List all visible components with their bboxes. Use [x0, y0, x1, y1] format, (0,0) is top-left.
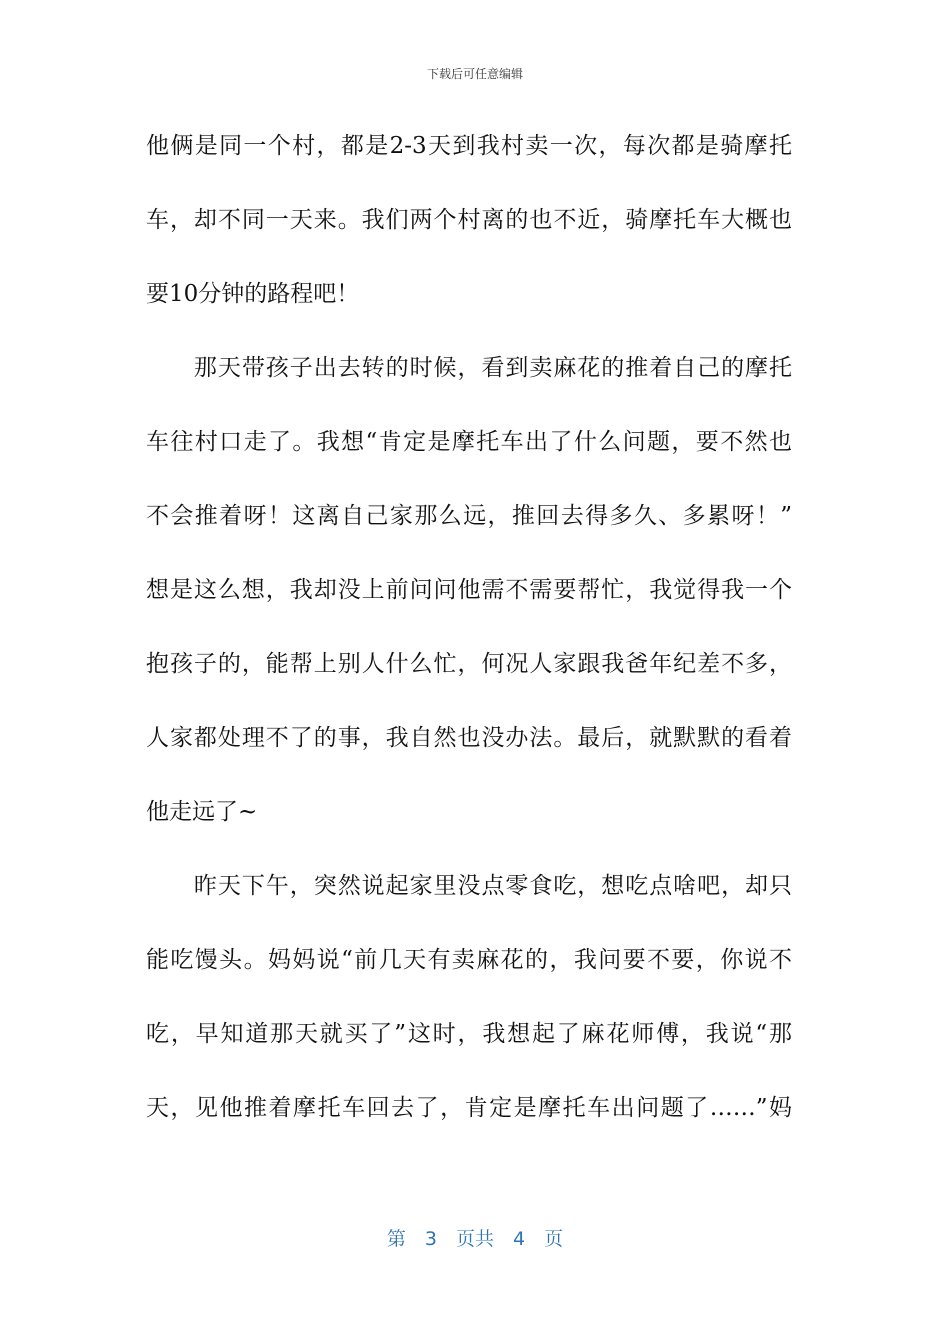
document-body	[146, 118, 792, 1154]
text-line: 不会推着呀！这离自己家那么远，推回去得多久、多累呀！”	[146, 503, 792, 529]
text-line: 想是这么想，我却没上前问问他需不需要帮忙，我觉得我一个	[146, 577, 792, 603]
paragraph-2	[146, 340, 792, 858]
text-line: 他走远了~	[146, 799, 258, 825]
paragraph-1	[146, 118, 792, 340]
text-line: 车往村口走了。我想“肯定是摩托车出了什么问题，要不然也	[146, 429, 792, 455]
text-line: 他俩是同一个村，都是2-3天到我村卖一次，每次都是骑摩托	[146, 133, 792, 159]
paragraph-3	[146, 858, 792, 1154]
page-number-text: 第 3 页共 4 页	[386, 1228, 564, 1250]
text-line: 抱孩子的，能帮上别人什么忙，何况人家跟我爸年纪差不多，	[146, 651, 792, 677]
page-header: 下载后可任意编辑	[426, 67, 523, 81]
text-line: 车，却不同一天来。我们两个村离的也不近，骑摩托车大概也	[146, 207, 792, 233]
text-line: 吃，早知道那天就买了”这时，我想起了麻花师傅，我说“那	[146, 1021, 792, 1047]
text-line: 要10分钟的路程吧！	[146, 281, 360, 307]
text-line: 人家都处理不了的事，我自然也没办法。最后，就默默的看着	[146, 725, 792, 751]
page-number-footer	[0, 1226, 950, 1252]
text-line: 能吃馒头。妈妈说“前几天有卖麻花的，我问要不要，你说不	[146, 947, 792, 973]
text-line: 天，见他推着摩托车回去了，肯定是摩托车出问题了……”妈	[146, 1095, 792, 1121]
text-line: 昨天下午，突然说起家里没点零食吃，想吃点啥吧，却只	[146, 873, 792, 899]
text-line: 那天带孩子出去转的时候，看到卖麻花的推着自己的摩托	[146, 355, 792, 381]
